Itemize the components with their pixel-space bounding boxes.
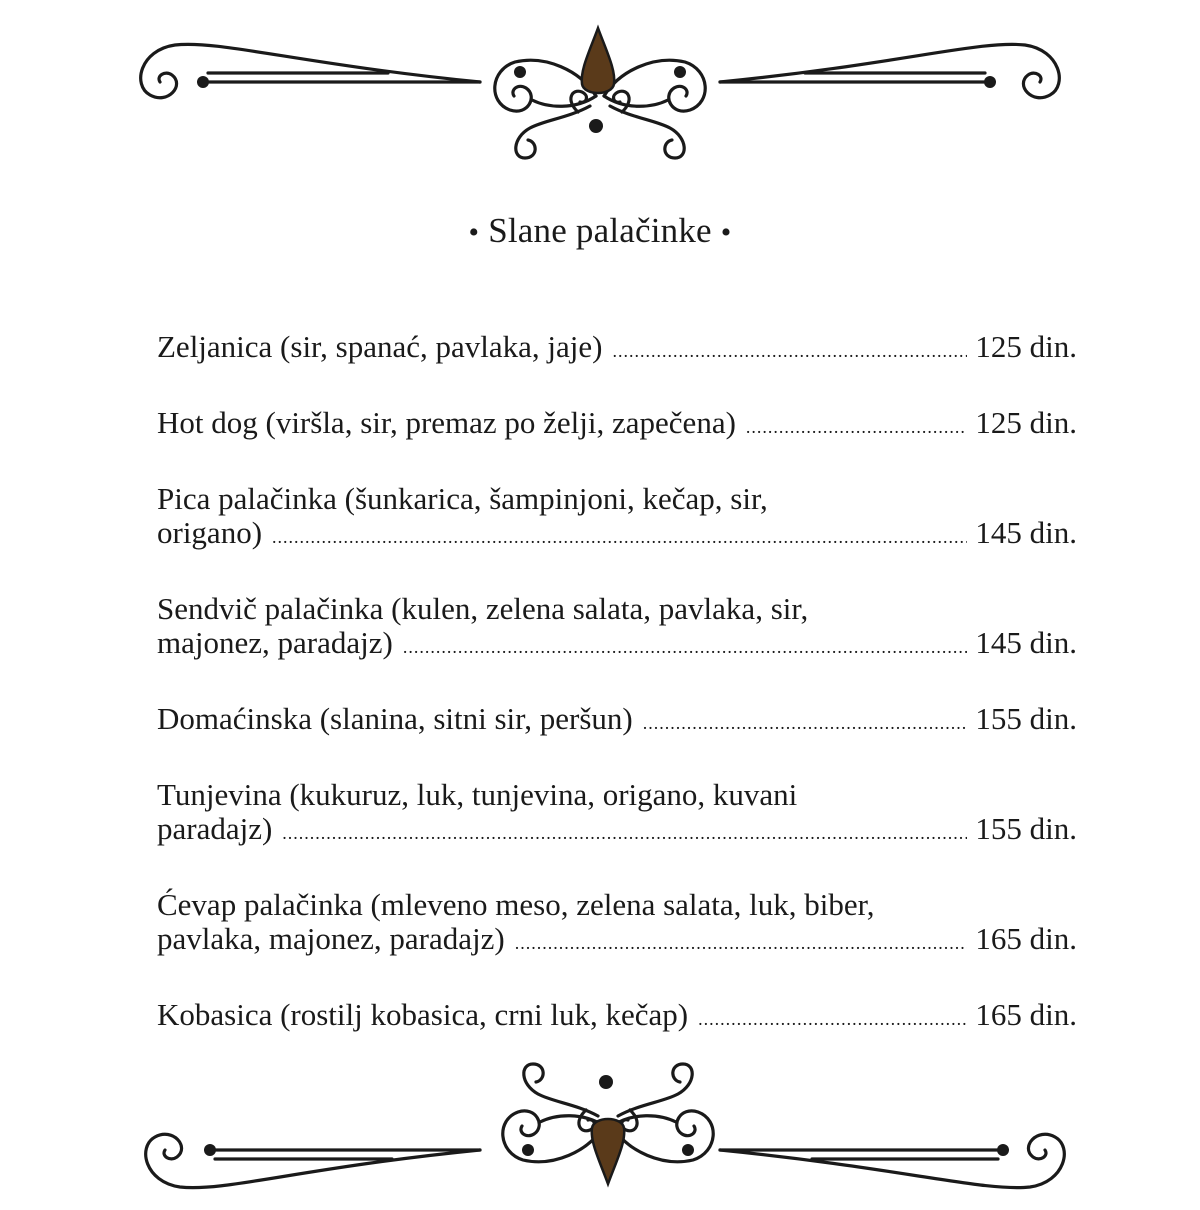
title-text: Slane palačinke [488, 211, 712, 250]
menu-item-price: 145 din. [975, 625, 1077, 660]
menu-item-price: 165 din. [975, 921, 1077, 956]
menu-item-name: Ćevap palačinka (mleveno meso, zelena salata, luk, biber, [157, 887, 875, 922]
top-ornament [0, 0, 1200, 180]
menu-item-name-continued: paradajz) [157, 811, 273, 846]
dot-leader [282, 816, 967, 850]
bottom-ornament [0, 1030, 1200, 1210]
section-title [0, 206, 1200, 258]
menu-item [157, 778, 1077, 850]
menu-item-price: 145 din. [975, 515, 1077, 550]
menu-item-name-continued: origano) [157, 515, 263, 550]
dot-leader [272, 520, 967, 554]
menu-item [157, 592, 1077, 664]
menu-item-price: 125 din. [975, 329, 1077, 364]
menu-item [157, 406, 1077, 444]
flourish-divider-icon [0, 0, 1200, 180]
menu-item-price: 155 din. [975, 701, 1077, 736]
menu-item [157, 482, 1077, 554]
menu-item-name-continued: majonez, paradajz) [157, 625, 393, 660]
title-bullet-right: • [720, 216, 732, 249]
menu-item-name: Zeljanica (sir, spanać, pavlaka, jaje) [157, 329, 603, 364]
menu-item-name: Domaćinska (slanina, sitni sir, peršun) [157, 701, 633, 736]
menu-item-name: Hot dog (viršla, sir, premaz po želji, zapečena) [157, 405, 736, 440]
menu-item [157, 330, 1077, 368]
menu-item-name-continued: pavlaka, majonez, paradajz) [157, 921, 505, 956]
dot-leader [612, 334, 967, 368]
dot-leader [746, 410, 967, 444]
dot-leader [403, 630, 968, 664]
menu-list [157, 330, 1077, 1074]
menu-item [157, 888, 1077, 960]
menu-item-price: 165 din. [975, 997, 1077, 1032]
dot-leader [515, 926, 968, 960]
menu-item-name: Pica palačinka (šunkarica, šampinjoni, kečap, sir, [157, 481, 768, 516]
menu-item-name: Kobasica (rostilj kobasica, crni luk, kečap) [157, 997, 689, 1032]
menu-item-price: 125 din. [975, 405, 1077, 440]
menu-item-name: Sendvič palačinka (kulen, zelena salata, pavlaka, sir, [157, 591, 809, 626]
menu-item [157, 702, 1077, 740]
menu-item-price: 155 din. [975, 811, 1077, 846]
dot-leader [643, 706, 968, 740]
menu-item-name: Tunjevina (kukuruz, luk, tunjevina, origano, kuvani [157, 777, 798, 812]
flourish-divider-icon [0, 1030, 1200, 1200]
title-bullet-left: • [468, 216, 480, 249]
